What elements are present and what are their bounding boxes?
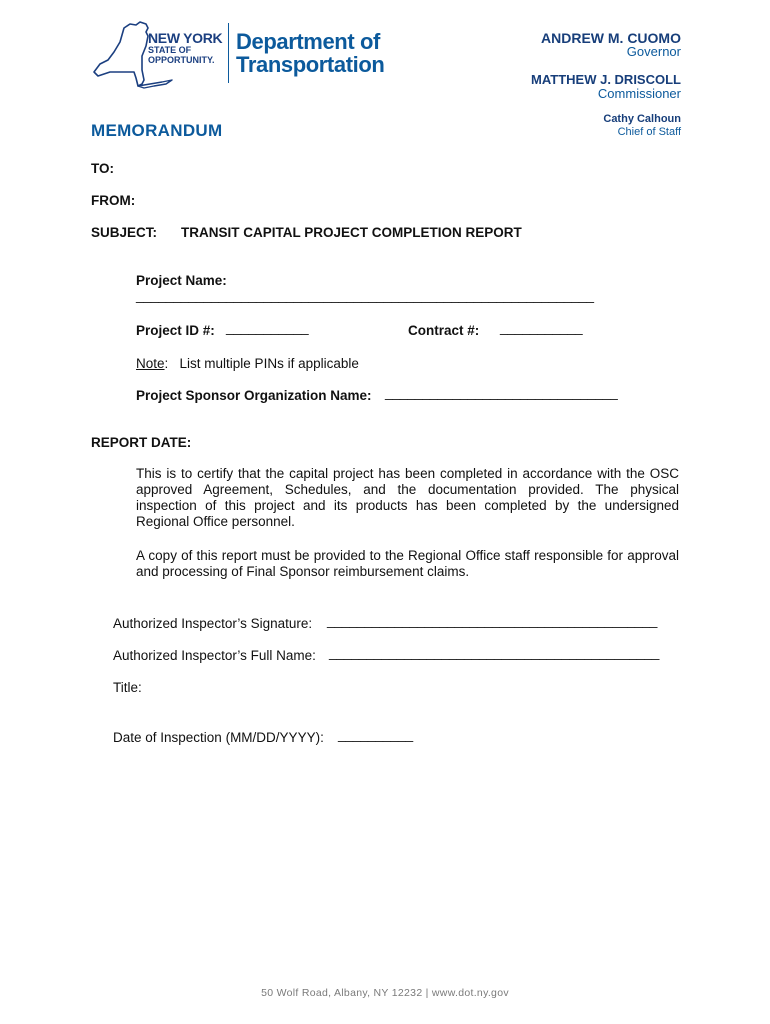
chief-of-staff-name: Cathy Calhoun (603, 113, 681, 125)
project-id-label: Project ID #: (136, 323, 215, 338)
signature-label: Authorized Inspector’s Signature: (113, 616, 313, 631)
note-row (136, 356, 359, 371)
from-label: FROM: (91, 193, 136, 208)
inspection-date-label: Date of Inspection (MM/DD/YYYY): (113, 730, 324, 745)
signature-line[interactable]: ____________________________________________ (327, 613, 658, 628)
subject-label: SUBJECT: (91, 225, 158, 240)
department-name-line2: Transportation (236, 52, 385, 77)
project-name-label: Project Name: (136, 273, 227, 288)
project-id-line[interactable]: ___________ (226, 320, 309, 335)
subject-value: TRANSIT CAPITAL PROJECT COMPLETION REPORT (181, 225, 522, 240)
contract-label: Contract #: (408, 323, 480, 338)
commissioner-name: MATTHEW J. DRISCOLL (531, 72, 681, 87)
governor-name: ANDREW M. CUOMO (541, 30, 681, 46)
ny-logo-text-tertiary: OPPORTUNITY. (148, 55, 215, 65)
department-name-line1: Department of (236, 29, 380, 54)
report-date-label: REPORT DATE: (91, 435, 192, 450)
project-name-line[interactable]: _____________________________________________________________ (136, 288, 594, 303)
full-name-label: Authorized Inspector’s Full Name: (113, 648, 316, 663)
sponsor-line[interactable]: _______________________________ (385, 385, 618, 400)
note-text: : List multiple PINs if applicable (164, 356, 359, 371)
to-label: TO: (91, 161, 114, 176)
inspection-date-line[interactable]: __________ (338, 727, 414, 742)
footer-address: 50 Wolf Road, Albany, NY 12232 | www.dot.ny.gov (261, 987, 509, 999)
commissioner-title: Commissioner (597, 86, 681, 101)
governor-title: Governor (626, 44, 681, 59)
sponsor-label: Project Sponsor Organization Name: (136, 388, 372, 403)
certification-paragraph: This is to certify that the capital project has been completed in accordance with the OSC approved Agreement, Schedules, and the documentation provided. The physical inspection of this project and its products has been completed by the undersigned Regional Office personnel. (136, 466, 679, 529)
note-label: Note (136, 356, 165, 371)
logo-divider (228, 23, 229, 83)
ny-logo-text-secondary: STATE OF (148, 45, 192, 55)
title-label: Title: (113, 680, 142, 695)
ny-logo-text-primary: NEW YORK (148, 30, 223, 46)
copy-requirement-paragraph: A copy of this report must be provided to the Regional Office staff responsible for approval and processing of Final Sponsor reimbursement claims. (136, 548, 679, 579)
contract-line[interactable]: ___________ (500, 320, 583, 335)
full-name-line[interactable]: ____________________________________________ (329, 645, 660, 660)
chief-of-staff-title: Chief of Staff (617, 126, 681, 138)
memo-title: MEMORANDUM (91, 121, 223, 140)
